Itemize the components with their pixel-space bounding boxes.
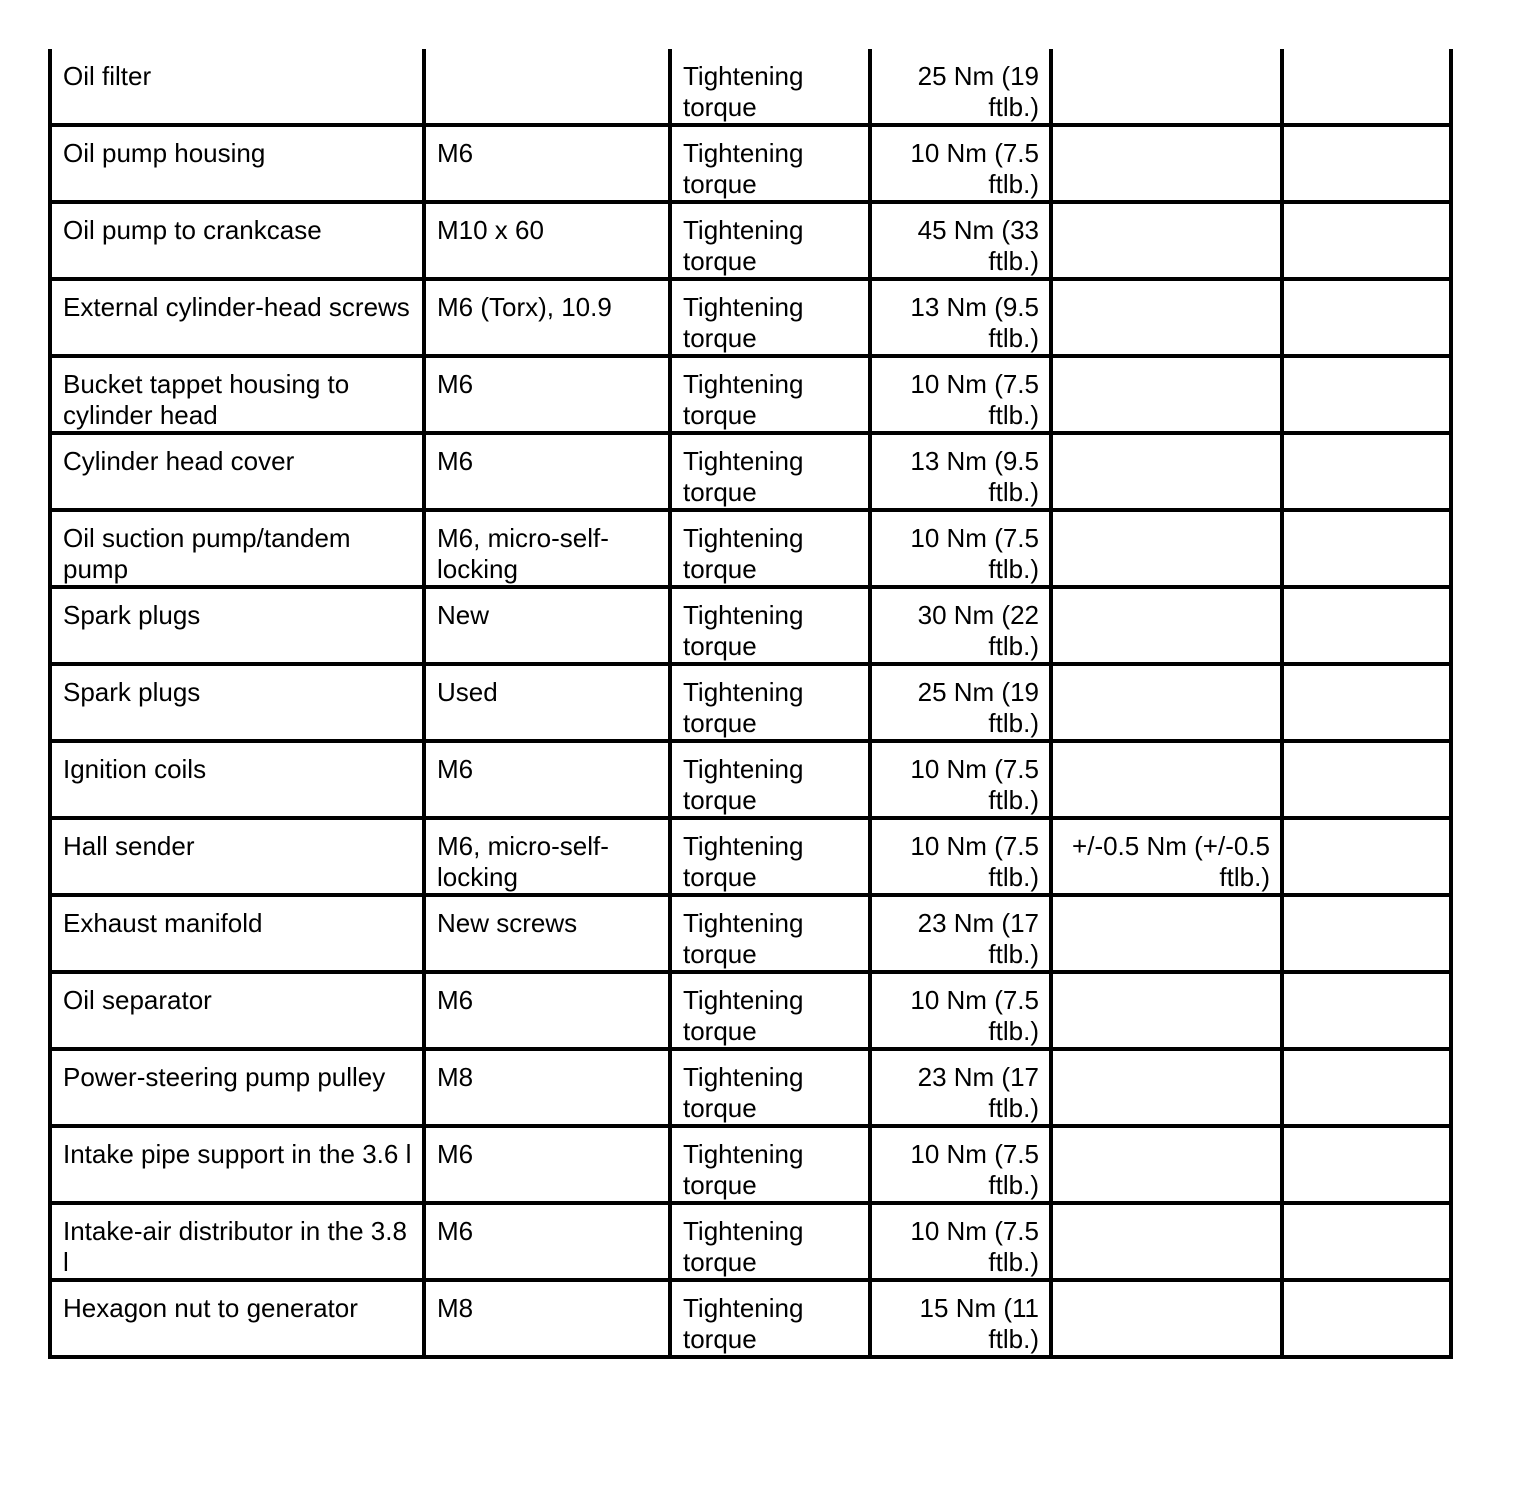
value-cell: 30 Nm (22 ftlb.) [870, 587, 1051, 664]
type-cell: Tightening torque [670, 1049, 870, 1126]
component-cell: Intake pipe support in the 3.6 l [50, 1126, 424, 1203]
table-row [50, 510, 1451, 587]
tolerance-cell [1051, 1280, 1282, 1357]
tolerance-cell [1051, 1203, 1282, 1280]
value-cell: 10 Nm (7.5 ftlb.) [870, 741, 1051, 818]
spec-cell: M6 [424, 741, 670, 818]
value-cell: 10 Nm (7.5 ftlb.) [870, 510, 1051, 587]
component-cell: Oil pump housing [50, 125, 424, 202]
type-cell: Tightening torque [670, 279, 870, 356]
spec-cell: M6, micro-self-locking [424, 818, 670, 895]
type-cell: Tightening torque [670, 356, 870, 433]
table-row [50, 818, 1451, 895]
type-cell: Tightening torque [670, 972, 870, 1049]
tolerance-cell [1051, 125, 1282, 202]
notes-cell [1282, 510, 1451, 587]
notes-cell [1282, 202, 1451, 279]
spec-cell: M8 [424, 1280, 670, 1357]
type-cell: Tightening torque [670, 49, 870, 125]
notes-cell [1282, 49, 1451, 125]
notes-cell [1282, 741, 1451, 818]
value-cell: 10 Nm (7.5 ftlb.) [870, 356, 1051, 433]
notes-cell [1282, 895, 1451, 972]
table-row [50, 433, 1451, 510]
tolerance-cell [1051, 1049, 1282, 1126]
spec-cell: M6 (Torx), 10.9 [424, 279, 670, 356]
spec-cell: M6 [424, 972, 670, 1049]
tolerance-cell [1051, 1126, 1282, 1203]
value-cell: 45 Nm (33 ftlb.) [870, 202, 1051, 279]
notes-cell [1282, 279, 1451, 356]
component-cell: Oil filter [50, 49, 424, 125]
torque-spec-table-body [50, 49, 1451, 1357]
type-cell: Tightening torque [670, 125, 870, 202]
component-cell: Intake-air distributor in the 3.8 l [50, 1203, 424, 1280]
table-row [50, 1280, 1451, 1357]
type-cell: Tightening torque [670, 510, 870, 587]
type-cell: Tightening torque [670, 202, 870, 279]
notes-cell [1282, 1049, 1451, 1126]
tolerance-cell [1051, 972, 1282, 1049]
value-cell: 25 Nm (19 ftlb.) [870, 49, 1051, 125]
table-row [50, 587, 1451, 664]
spec-cell: M10 x 60 [424, 202, 670, 279]
tolerance-cell [1051, 279, 1282, 356]
table-row [50, 1203, 1451, 1280]
table-row [50, 895, 1451, 972]
type-cell: Tightening torque [670, 433, 870, 510]
component-cell: Power-steering pump pulley [50, 1049, 424, 1126]
component-cell: Hexagon nut to generator [50, 1280, 424, 1357]
spec-cell: M6, micro-self-locking [424, 510, 670, 587]
component-cell: Oil suction pump/tandem pump [50, 510, 424, 587]
notes-cell [1282, 587, 1451, 664]
spec-cell: New screws [424, 895, 670, 972]
table-row [50, 664, 1451, 741]
spec-cell [424, 49, 670, 125]
component-cell: Cylinder head cover [50, 433, 424, 510]
tolerance-cell [1051, 510, 1282, 587]
value-cell: 13 Nm (9.5 ftlb.) [870, 433, 1051, 510]
spec-cell: M6 [424, 1126, 670, 1203]
notes-cell [1282, 1203, 1451, 1280]
table-row [50, 49, 1451, 125]
spec-cell: M6 [424, 125, 670, 202]
value-cell: 10 Nm (7.5 ftlb.) [870, 972, 1051, 1049]
type-cell: Tightening torque [670, 1203, 870, 1280]
notes-cell [1282, 356, 1451, 433]
notes-cell [1282, 664, 1451, 741]
tolerance-cell [1051, 433, 1282, 510]
table-row [50, 356, 1451, 433]
table-row [50, 1126, 1451, 1203]
value-cell: 10 Nm (7.5 ftlb.) [870, 818, 1051, 895]
tolerance-cell [1051, 202, 1282, 279]
value-cell: 13 Nm (9.5 ftlb.) [870, 279, 1051, 356]
table-row [50, 125, 1451, 202]
type-cell: Tightening torque [670, 1126, 870, 1203]
type-cell: Tightening torque [670, 587, 870, 664]
value-cell: 23 Nm (17 ftlb.) [870, 895, 1051, 972]
component-cell: Exhaust manifold [50, 895, 424, 972]
table-row [50, 1049, 1451, 1126]
component-cell: Oil pump to crankcase [50, 202, 424, 279]
component-cell: Oil separator [50, 972, 424, 1049]
table-row [50, 741, 1451, 818]
spec-cell: M8 [424, 1049, 670, 1126]
tolerance-cell [1051, 49, 1282, 125]
value-cell: 15 Nm (11 ftlb.) [870, 1280, 1051, 1357]
tolerance-cell [1051, 587, 1282, 664]
component-cell: Hall sender [50, 818, 424, 895]
notes-cell [1282, 818, 1451, 895]
component-cell: Bucket tappet housing to cylinder head [50, 356, 424, 433]
spec-cell: Used [424, 664, 670, 741]
value-cell: 10 Nm (7.5 ftlb.) [870, 125, 1051, 202]
notes-cell [1282, 125, 1451, 202]
value-cell: 10 Nm (7.5 ftlb.) [870, 1203, 1051, 1280]
type-cell: Tightening torque [670, 818, 870, 895]
notes-cell [1282, 433, 1451, 510]
spec-cell: M6 [424, 1203, 670, 1280]
notes-cell [1282, 972, 1451, 1049]
component-cell: Spark plugs [50, 587, 424, 664]
tolerance-cell [1051, 356, 1282, 433]
spec-cell: M6 [424, 356, 670, 433]
table-row [50, 279, 1451, 356]
value-cell: 10 Nm (7.5 ftlb.) [870, 1126, 1051, 1203]
type-cell: Tightening torque [670, 1280, 870, 1357]
type-cell: Tightening torque [670, 664, 870, 741]
spec-cell: M6 [424, 433, 670, 510]
component-cell: Spark plugs [50, 664, 424, 741]
notes-cell [1282, 1126, 1451, 1203]
tolerance-cell [1051, 664, 1282, 741]
type-cell: Tightening torque [670, 895, 870, 972]
tolerance-cell [1051, 741, 1282, 818]
spec-cell: New [424, 587, 670, 664]
torque-spec-table [48, 49, 1453, 1359]
notes-cell [1282, 1280, 1451, 1357]
type-cell: Tightening torque [670, 741, 870, 818]
component-cell: Ignition coils [50, 741, 424, 818]
table-row [50, 972, 1451, 1049]
value-cell: 23 Nm (17 ftlb.) [870, 1049, 1051, 1126]
table-row [50, 202, 1451, 279]
component-cell: External cylinder-head screws [50, 279, 424, 356]
tolerance-cell [1051, 895, 1282, 972]
value-cell: 25 Nm (19 ftlb.) [870, 664, 1051, 741]
tolerance-cell: +/-0.5 Nm (+/-0.5 ftlb.) [1051, 818, 1282, 895]
